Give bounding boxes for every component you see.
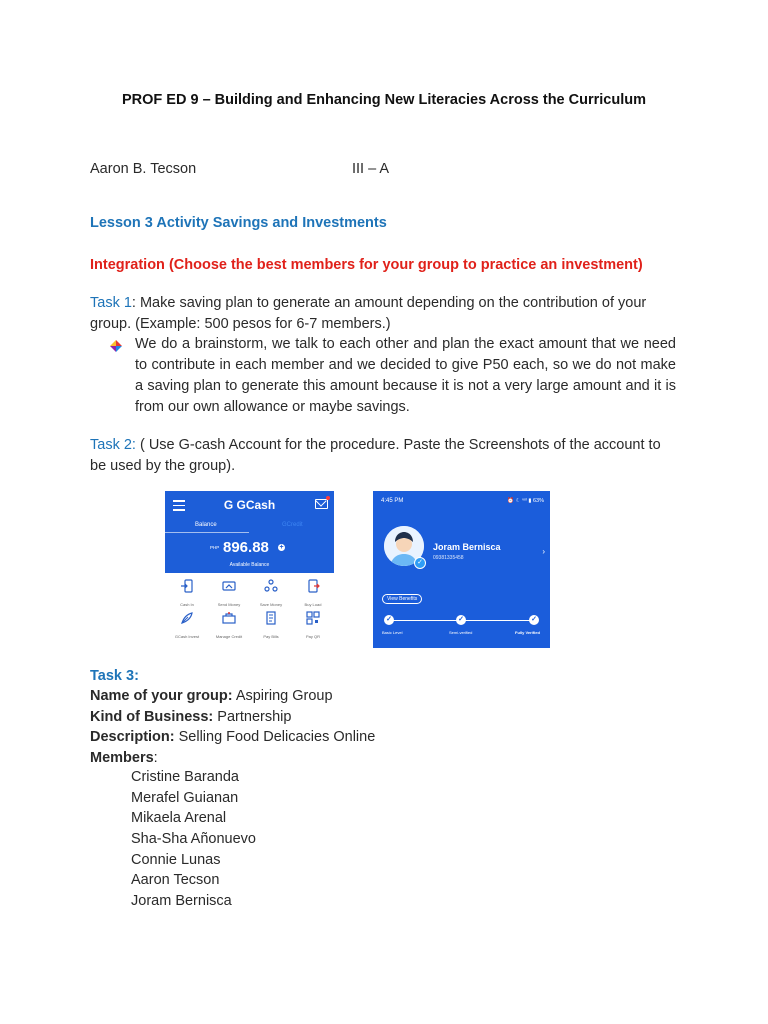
members-label: Members <box>90 750 154 766</box>
level-label-semi: Semi-verified <box>449 630 473 635</box>
cash-in-icon <box>180 579 194 593</box>
status-time: 4:45 PM <box>381 498 404 504</box>
member-item: Connie Lunas <box>131 852 221 868</box>
member-item: Mikaela Arenal <box>131 810 227 826</box>
service-buy-load <box>292 579 334 607</box>
gcash-profile-screenshot <box>373 491 550 648</box>
member-item: Sha-Sha Añonuevo <box>131 831 256 847</box>
level-node-semi: ✓ <box>456 615 466 625</box>
credit-icon <box>222 611 236 625</box>
chevron-right-icon: › <box>542 547 545 556</box>
gcash-header <box>165 491 334 573</box>
business-kind-value: Partnership <box>213 709 292 725</box>
tab-gcredit: GCredit <box>282 522 303 528</box>
document-title: PROF ED 9 – Building and Enhancing New Literacies Across the Curriculum <box>122 92 646 108</box>
available-balance-label: Available Balance <box>229 562 270 568</box>
gcash-home-screenshot <box>165 491 334 648</box>
save-money-icon <box>264 579 278 593</box>
service-label: Cash In <box>180 602 194 607</box>
currency-label: PHP <box>210 545 220 550</box>
profile-number: 09381335458 <box>433 555 464 561</box>
description-line <box>90 727 375 748</box>
service-pay-qr <box>292 611 334 639</box>
integration-heading: Integration (Choose the best members for your group to practice an investment) <box>90 257 643 273</box>
pay-bills-icon <box>264 611 278 625</box>
description-value: Selling Food Delicacies Online <box>174 729 376 745</box>
service-label: Pay Bills <box>263 634 279 639</box>
view-benefits-button: View Benefits <box>382 594 422 604</box>
task3-label: Task 3: <box>90 668 139 684</box>
member-item: Cristine Baranda <box>131 769 239 785</box>
service-label: Buy Load <box>304 602 322 607</box>
task1-bullet: We do a brainstorm, we talk to each other and plan the exact amount that we need to contribute in each member and we decided to give P50 each, so we do not make a saving plan to generate this amount because it is not a very large amount and it is from our own allowance or maybe savings. <box>135 336 676 415</box>
mail-icon <box>315 499 328 509</box>
service-label: Pay QR <box>305 634 320 639</box>
service-pay-bills <box>250 611 292 639</box>
service-credit <box>208 611 250 639</box>
group-name-label: Name of your group: <box>90 688 233 704</box>
lesson-heading: Lesson 3 Activity Savings and Investments <box>90 215 387 231</box>
business-kind-line <box>90 707 291 728</box>
task1-paragraph <box>90 293 676 335</box>
business-kind-label: Kind of Business: <box>90 709 214 725</box>
level-label-full: Fully Verified <box>515 630 540 635</box>
service-cash-in <box>166 579 208 607</box>
service-save-money <box>250 579 292 607</box>
task2-text: ( Use G-cash Account for the procedure. Paste the Screenshots of the account to be used by the group). <box>90 437 661 474</box>
buy-load-icon <box>306 579 320 593</box>
student-section: III – A <box>352 161 390 177</box>
level-node-full: ✓ <box>529 615 539 625</box>
invest-icon <box>180 611 194 625</box>
tab-underline <box>165 532 249 533</box>
service-label: Save Money <box>259 602 283 607</box>
send-money-icon <box>222 579 236 593</box>
service-label: GCash Invest <box>174 634 200 639</box>
members-heading <box>90 748 158 769</box>
level-label-basic: Basic Level <box>382 630 403 635</box>
status-icons: ⏰ ☾ ᵛᵒˡ ▮ 63% <box>507 498 544 504</box>
group-name-line <box>90 686 333 707</box>
members-colon: : <box>153 750 158 766</box>
task1-text: : Make saving plan to generate an amount depending on the contribution of your group. (Example: 500 pesos for 6-7 members.) <box>90 295 647 332</box>
bullet-icon <box>110 339 122 357</box>
notification-dot <box>326 496 330 500</box>
service-label: Send Money <box>217 602 241 607</box>
gcash-logo: G GCash <box>223 498 276 512</box>
service-label: Manage Credit <box>215 634 243 639</box>
group-name-value: Aspiring Group <box>232 688 333 704</box>
task1-label: Task 1 <box>90 295 132 311</box>
student-name: Aaron B. Tecson <box>90 161 197 177</box>
profile-name: Joram Bernisca <box>433 542 501 552</box>
verified-check-icon: ✓ <box>414 557 426 569</box>
task2-paragraph <box>90 435 676 477</box>
plus-icon: + <box>279 544 284 551</box>
qr-icon <box>306 611 320 625</box>
service-send-money <box>208 579 250 607</box>
tab-balance: Balance <box>195 522 217 528</box>
service-invest <box>166 611 208 639</box>
member-item: Joram Bernisca <box>131 893 232 909</box>
level-node-basic: ✓ <box>384 615 394 625</box>
task2-label: Task 2: <box>90 437 136 453</box>
balance-amount: 896.88 <box>223 539 269 556</box>
description-label: Description: <box>90 729 175 745</box>
member-item: Merafel Guianan <box>131 790 239 806</box>
member-item: Aaron Tecson <box>131 872 220 888</box>
